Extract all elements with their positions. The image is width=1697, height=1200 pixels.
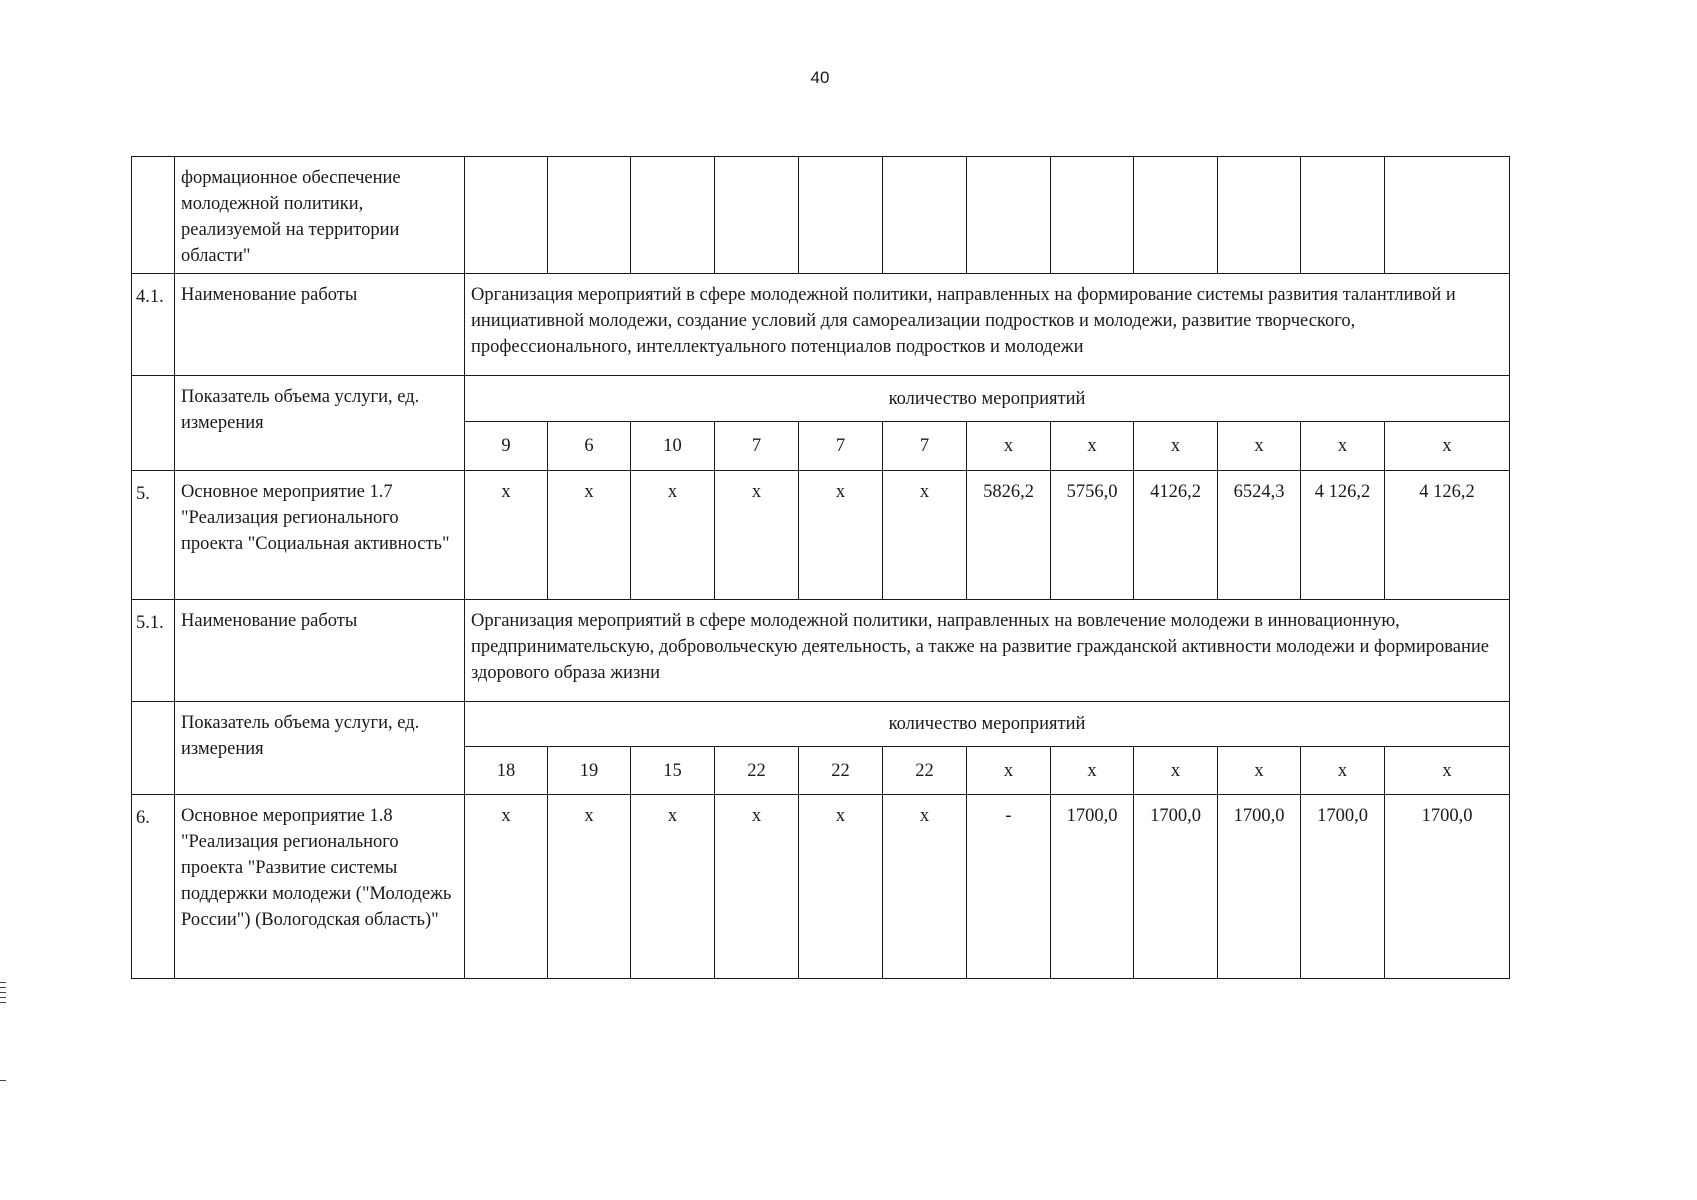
table-row-5 — [132, 471, 1510, 600]
indicator-value: х — [1218, 422, 1301, 471]
empty-cell — [1134, 157, 1218, 274]
empty-cell — [1385, 157, 1510, 274]
indicator-value: 22 — [799, 747, 883, 795]
funding-value: 1700,0 — [1301, 795, 1385, 979]
indicator-value: 22 — [715, 747, 799, 795]
funding-value: х — [715, 471, 799, 600]
indicator-value: х — [1218, 747, 1301, 795]
work-description: Организация мероприятий в сфере молодежной политики, направленных на вовлечение молодежи в инновационную, предпринимательскую, добровольческую деятельность, а также на развитие гражданской активности молодежи и формирование здорового образа жизни — [465, 600, 1510, 702]
row-number: 6. — [132, 795, 175, 979]
scan-edge-dash — [0, 1080, 6, 1081]
indicator-value: 18 — [465, 747, 548, 795]
row-label: Основное мероприятие 1.8 "Реализация регионального проекта "Развитие системы поддержки молодежи ("Молодежь России") (Вологодская область)" — [175, 795, 465, 979]
indicator-value: х — [967, 747, 1051, 795]
funding-value: х — [548, 471, 631, 600]
indicator-unit: количество мероприятий — [465, 702, 1510, 747]
empty-cell — [1301, 157, 1385, 274]
funding-value: х — [715, 795, 799, 979]
indicator-value: 7 — [715, 422, 799, 471]
indicator-value: х — [967, 422, 1051, 471]
funding-value: - — [967, 795, 1051, 979]
row-number — [132, 157, 175, 274]
funding-value: х — [548, 795, 631, 979]
table-row-indicator-unit — [132, 702, 1510, 747]
indicator-value: х — [1385, 747, 1510, 795]
indicator-value: х — [1385, 422, 1510, 471]
indicator-value: х — [1051, 422, 1134, 471]
indicator-value: 19 — [548, 747, 631, 795]
row-label: формационное обеспечение молодежной политики, реализуемой на территории области" — [175, 157, 465, 274]
funding-value: 4126,2 — [1134, 471, 1218, 600]
funding-value: х — [883, 795, 967, 979]
funding-value: 1700,0 — [1385, 795, 1510, 979]
indicator-value: х — [1301, 422, 1385, 471]
indicator-value: 6 — [548, 422, 631, 471]
funding-value: х — [465, 795, 548, 979]
row-label: Основное мероприятие 1.7 "Реализация регионального проекта "Социальная активность" — [175, 471, 465, 600]
indicator-value: х — [1301, 747, 1385, 795]
funding-value: 4 126,2 — [1301, 471, 1385, 600]
indicator-value: 7 — [883, 422, 967, 471]
indicator-value: 15 — [631, 747, 715, 795]
funding-value: х — [799, 795, 883, 979]
empty-cell — [132, 702, 175, 795]
table-row-5-1 — [132, 600, 1510, 702]
empty-cell — [631, 157, 715, 274]
indicator-label: Показатель объема услуги, ед. измерения — [175, 376, 465, 471]
funding-value: 5826,2 — [967, 471, 1051, 600]
table-row-indicator-unit — [132, 376, 1510, 422]
table-row-continuation — [132, 157, 1510, 274]
row-number: 5.1. — [132, 600, 175, 702]
work-description: Организация мероприятий в сфере молодежной политики, направленных на формирование системы развития талантливой и инициативной молодежи, создание условий для самореализации подростков и молодежи, развитие творческого, профессионального, интеллектуального потенциалов подростков и молодежи — [465, 274, 1510, 376]
table-row-4-1 — [132, 274, 1510, 376]
empty-cell — [715, 157, 799, 274]
empty-cell — [465, 157, 548, 274]
funding-value: 5756,0 — [1051, 471, 1134, 600]
funding-value: х — [799, 471, 883, 600]
funding-value: х — [883, 471, 967, 600]
funding-value: х — [465, 471, 548, 600]
indicator-value: 22 — [883, 747, 967, 795]
empty-cell — [132, 376, 175, 471]
page-number: 40 — [810, 68, 830, 87]
indicator-value: х — [1051, 747, 1134, 795]
funding-value: 1700,0 — [1051, 795, 1134, 979]
indicator-value: 7 — [799, 422, 883, 471]
row-number: 4.1. — [132, 274, 175, 376]
funding-value: х — [631, 795, 715, 979]
row-label: Наименование работы — [175, 600, 465, 702]
row-label: Наименование работы — [175, 274, 465, 376]
indicator-value: х — [1134, 422, 1218, 471]
program-table — [131, 156, 1510, 979]
indicator-label: Показатель объема услуги, ед. измерения — [175, 702, 465, 795]
empty-cell — [1051, 157, 1134, 274]
funding-value: х — [631, 471, 715, 600]
empty-cell — [1218, 157, 1301, 274]
funding-value: 1700,0 — [1218, 795, 1301, 979]
indicator-value: 10 — [631, 422, 715, 471]
empty-cell — [799, 157, 883, 274]
scan-edge-marks — [0, 982, 6, 1012]
funding-value: 4 126,2 — [1385, 471, 1510, 600]
indicator-unit: количество мероприятий — [465, 376, 1510, 422]
funding-value: 1700,0 — [1134, 795, 1218, 979]
table-row-6 — [132, 795, 1510, 979]
empty-cell — [967, 157, 1051, 274]
empty-cell — [883, 157, 967, 274]
indicator-value: 9 — [465, 422, 548, 471]
funding-value: 6524,3 — [1218, 471, 1301, 600]
empty-cell — [548, 157, 631, 274]
indicator-value: х — [1134, 747, 1218, 795]
row-number: 5. — [132, 471, 175, 600]
